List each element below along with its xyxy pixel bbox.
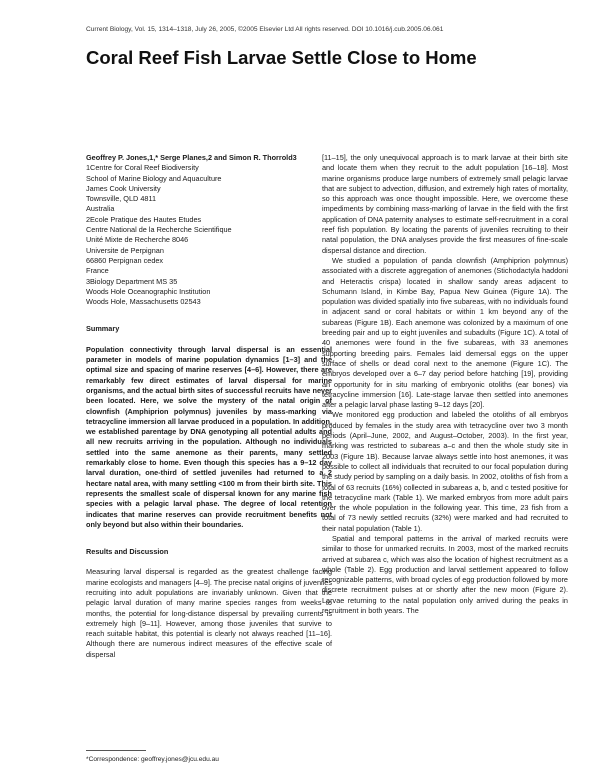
affiliation-line: Unité Mixte de Recherche 8046 (86, 235, 189, 245)
affiliation-line: Centre National de la Recherche Scientifique (86, 225, 232, 235)
body-paragraph: [11–15], the only unequivocal approach is to mark larvae at their birth site and locate them when they recruit to the adult population [16–18]. Most marine organisms produce large numbers of extremely small pelagic larvae that are subject to advection, diffusion, and extremely high rates of mortality, so this approach was once thought impossible. Here, we overcome these impediments by combining mass-marking of larvae in the field with the first application of DNA paternity analyses to estimate self-recruitment in a coral reef fish population. By locating the parents of juveniles recruiting to their natal population, the DNA analyses provide the first measures of fine-scale dispersal distance and direction. (322, 153, 568, 255)
affiliation-line: 3Biology Department MS 35 (86, 276, 178, 286)
summary-heading: Summary (86, 324, 120, 334)
authors: Geoffrey P. Jones,1,* Serge Planes,2 and Simon R. Thorrold3 (86, 153, 297, 162)
body-paragraph: We studied a population of panda clownfish (Amphiprion polymnus) associated with a discrete aggregation of anemones (Stichodactyla haddoni and Heteractis crispa) located in shallow sandy areas adjacent to Schumann Island, in Kimbe Bay, Papua New Guinea (Figure 1A). The population was divided spatially into five subareas, with no individuals found in adjacent sand or coral habitats or within 1 km beyond any of the subareas (Figure 1B). Each anemone was colonized by a maximum of one breeding pair and up to eight juveniles and subadults (Figure 1C). A total of 40 anemones were found in the five subareas, with 33 anemones supporting breeding pairs. Females laid demersal eggs on the upper surface of shells or dead coral next to the anemone (Figure 1C). The embryos developed over a 6–7 day period before hatching [19], providing an opportunity for in situ marking of embryonic otoliths (ear bones) via tetracycline immersion [16]. Late-stage larvae then settled into anemones after a pelagic larval phase lasting 9–12 days [20]. (322, 255, 568, 410)
affiliation-line: James Cook University (86, 183, 161, 193)
affiliation-line: Universite de Perpignan (86, 245, 164, 255)
affiliation-line: France (86, 266, 109, 276)
results-paragraph: Measuring larval dispersal is regarded as the greatest challenge facing marine ecologists and managers [4–9]. The precise natal origins of juveniles recruiting into adult populations are invariably unknown. Given that the pelagic larval duration of many marine species ranges from weeks to months, the potential for long-distance dispersal by prevailing currents is extremely high [9–11]. However, among those juveniles that survive to reach suitable habitat, this potential is clearly not always reached [11–16]. Although there are numerous indirect measures of the effective scale of dispersal (86, 567, 332, 659)
summary-text: Population connectivity through larval dispersal is an essential parameter in models of marine population dynamics [1–3] and the optimal size and spacing of marine reserves [4–6]. However, there are remarkably few direct estimates of larval dispersal for marine organisms, and the actual birth sites of successful recruits have never been located. Here, we solve the mystery of the natal origin of clownfish (Amphiprion polymnus) juveniles by mass-marking via tetracycline immersion all larvae produced in a population. In addition, we established parentage by DNA genotyping all potential adults and all new recruits arriving in the population. Although no individuals settled into the same anemone as their parents, many settled remarkably close to home. Even though this species has a 9–12 day larval duration, one-third of settled juveniles had returned to a 2 hectare natal area, with many settling <100 m from their birth site. This represents the smallest scale of dispersal known for any marine fish species with a pelagic larval phase. The degree of local retention indicates that marine reserves can provide recruitment benefits not only beyond but also within their boundaries. (86, 344, 332, 529)
affiliations (86, 163, 332, 307)
correspondence-footnote: *Correspondence: geoffrey.jones@jcu.edu.au (86, 756, 219, 763)
right-column (322, 153, 568, 616)
affiliation-line: 2Ecole Pratique des Hautes Etudes (86, 214, 202, 224)
affiliation-line: Woods Hole Oceanographic Institution (86, 286, 211, 296)
article-title: Coral Reef Fish Larvae Settle Close to Home (86, 47, 477, 68)
results-heading: Results and Discussion (86, 547, 169, 557)
journal-header: Current Biology, Vol. 15, 1314–1318, July 26, 2005, ©2005 Elsevier Ltd All rights reserved. DOI 10.1016/j.cub.2005.06.061 (86, 26, 444, 33)
body-paragraph: We monitored egg production and labeled the otoliths of all embryos produced by females in the study area with tetracycline over two 3 month periods (April–June, 2002, and August–October, 2003). In the first year, marking was restricted to subareas a–c and then the whole study site in 2003 (Figure 1B). Because larvae always settle into host anemones, it was possible to collect all individuals that recruited to our focal population during the study period by sampling on a daily basis. In 2002, otoliths of fish from a total of 63 recruits (16%) collected in subareas a, b, and c tested positive for the tetracycline mark (Table 1). We marked embryos from more adult pairs over the whole population in the following year. This time, 23 fish from a total of 73 newly settled recruits (32%) were marked and had recruited to their natal population (Table 1). (322, 410, 568, 533)
affiliation-line: Australia (86, 204, 115, 214)
affiliation-line: School of Marine Biology and Aquaculture (86, 173, 222, 183)
footnote-rule (86, 750, 146, 751)
body-paragraph: Spatial and temporal patterns in the arrival of marked recruits were similar to those for unmarked recruits. In 2003, most of the marked recruits arrived at subarea c, which was also the location of highest recruitment as a whole (Table 2). Egg production and larval settlement appeared to follow recognizable patterns, with broad cycles of egg production followed by more discrete recruitment pulses at or shortly after the new moon (Figure 2). Larvae returning to the natal population only arrived during the peaks in recruitment in both years. The (322, 533, 568, 616)
affiliation-line: Townsville, QLD 4811 (86, 194, 157, 204)
affiliation-line: Woods Hole, Massachusetts 02543 (86, 297, 201, 307)
affiliation-line: 66860 Perpignan cedex (86, 255, 164, 265)
left-column (86, 153, 332, 660)
affiliation-line: 1Centre for Coral Reef Biodiversity (86, 163, 199, 173)
